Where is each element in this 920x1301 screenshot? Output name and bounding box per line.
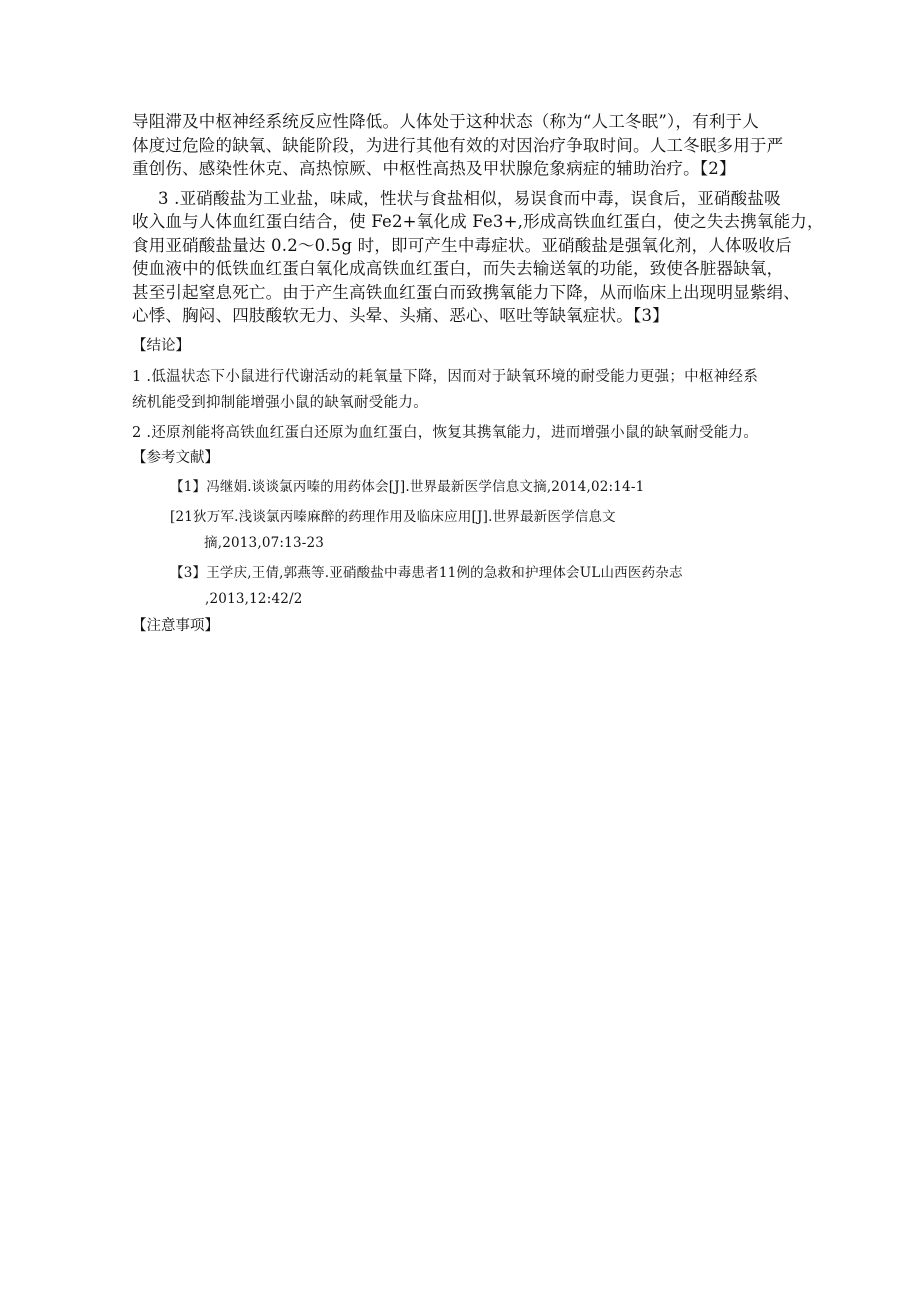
paragraph-nitrite	[132, 187, 824, 328]
text-line: 重创伤、感染性休克、高热惊厥、中枢性高热及甲状腺危象病症的辅助治疗。【2】	[132, 159, 736, 178]
text-line: 3 .亚硝酸盐为工业盐，味咸，性状与食盐相似，易误食而中毒，误食后，亚硝酸盐吸	[158, 188, 781, 208]
text-line: 收入血与人体血红蛋白结合，使 Fe2+氧化成 Fe3+,形成高铁血红蛋白，使之失去携氧能力，	[132, 212, 824, 231]
text-line: 2 .还原剂能将高铁血红蛋白还原为血红蛋白，恢复其携氧能力，进而增强小鼠的缺氧耐受能力。	[132, 424, 759, 441]
text-line: ,2013,12:42/2	[205, 590, 303, 607]
conclusion-heading: 【结论】	[132, 337, 190, 354]
text-line: 心悸、胸闷、四肢酸软无力、头晕、头痛、恶心、呕吐等缺氧症状。【3】	[132, 306, 669, 325]
paragraph-hibernation	[132, 110, 802, 181]
text-line: 1 .低温状态下小鼠进行代谢活动的耗氧量下降，因而对于缺氧环境的耐受能力更强；中枢神经系	[132, 368, 759, 385]
conclusion-item-1	[132, 364, 802, 416]
document-page	[132, 110, 824, 636]
notes-heading: 【注意事项】	[132, 617, 219, 634]
text-line: 摘,2013,07:13-23	[204, 534, 325, 551]
text-line: 使血液中的低铁血红蛋白氧化成高铁血红蛋白，而失去输送氧的功能，致使各脏器缺氧，	[132, 259, 784, 278]
reference-2	[132, 504, 802, 556]
text-line: 【3】王学庆,王倩,郭燕等.亚硝酸盐中毒患者11例的急救和护理体会UL山西医药杂志	[170, 564, 683, 581]
text-line: 导阻滞及中枢神经系统反应性降低。人体处于这种状态（称为“人工冬眠”），有利于人	[132, 112, 759, 131]
text-line: 统机能受到抑制能增强小鼠的缺氧耐受能力。	[132, 394, 428, 411]
text-line: [21狄万军.浅谈氯丙嗪麻醉的药理作用及临床应用[J].世界最新医学信息文	[170, 508, 616, 525]
text-line: 【1】冯继娟.谈谈氯丙嗪的用药体会[J].世界最新医学信息文摘,2014,02:14-1	[170, 478, 645, 495]
text-line: 食用亚硝酸盐量达 0.2～0.5g 时，即可产生中毒症状。亚硝酸盐是强氧化剂，人体吸收后	[132, 235, 792, 255]
references-heading: 【参考文献】	[132, 449, 219, 466]
text-line: 甚至引起窒息死亡。由于产生高铁血红蛋白而致携氧能力下降，从而临床上出现明显紫绢、	[132, 282, 800, 302]
reference-3	[132, 560, 802, 612]
text-line: 体度过危险的缺氧、缺能阶段，为进行其他有效的对因治疗争取时间。人工冬眠多用于严	[132, 135, 784, 155]
reference-1	[132, 474, 802, 500]
conclusion-item-2	[132, 420, 802, 446]
